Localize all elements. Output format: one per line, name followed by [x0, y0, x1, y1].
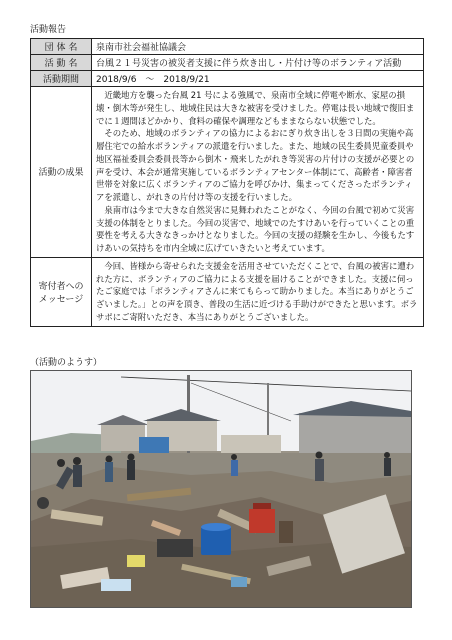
row-results — [31, 87, 424, 258]
row-message — [31, 257, 424, 326]
activity-label: 活 動 名 — [31, 55, 92, 71]
period-label: 活動期間 — [31, 71, 92, 87]
row-activity — [31, 55, 424, 71]
report-table — [30, 38, 424, 327]
org-value: 泉南市社会福祉協議会 — [92, 39, 424, 55]
activity-value: 台風２１号災害の被災者支援に伴う炊き出し・片付け等のボランティア活動 — [92, 55, 424, 71]
org-label: 団 体 名 — [31, 39, 92, 55]
message-body — [92, 257, 424, 326]
activity-photo-illustration — [31, 371, 411, 607]
message-paragraph: 今回、皆様から寄せられた支援金を活用させていただくことで、台風の被害に遭われた方に、ボランティアのご協力による支援を届けることができました。支援に伺ったご家庭では「ボランティアさんに来てもらって助かりました。本当にありがとうございました。」との声を頂き、普段の生活に近づける手助けができたと思います。ボラサポにご寄附いただき、本当にありがとうございました。 — [96, 260, 418, 323]
activity-photo-heading: （活動のようす） — [30, 358, 103, 368]
results-paragraph-3: 泉南市は今まで大きな自然災害に見舞われたことがなく、今回の台風で初めて災害支援の体制をとりました。今回の災害で、地域でのたすけあいを行っていくことの重要性を考える大きなきっかけとなりました。今回の支援の経験を生かし、今後もたすけあいの気持ちを市内全域に広げていきたいと考えています。 — [96, 204, 415, 254]
results-paragraph-2: そのため、地域のボランティアの協力によるおにぎり炊き出しを３日間の実施や高層住宅での給水ボランティアの派遣を行いました。また、地域の民生委員児童委員や地区福祉委員会委員長等から倒木・飛来したがれき等災害の片付けの支援が必要との声を受け、本会が通常実施しているボランティアセンター体制にて、高齢者・障害者世帯を対象に広くボランティアのご協力を呼びかけ、集まってくださったボランティアを派遣し、がれきの片付け等の支援を行いました。 — [96, 128, 415, 203]
results-paragraph-1: 近畿地方を襲った台風 21 号による強風で、泉南市全域に停電や断水、家屋の損壊・倒木等が発生し、地域住民は大きな被害を受けました。停電は長い地域で復旧までに１週間ほどかかり、食料の確保や調理などもままならない状態でした。 — [96, 90, 415, 126]
row-org — [31, 39, 424, 55]
message-label: 寄付者への メッセージ — [31, 257, 92, 326]
report-header: 活動報告 — [30, 25, 67, 35]
results-label: 活動の成果 — [31, 87, 92, 258]
period-value: 2018/9/6 ～ 2018/9/21 — [92, 71, 424, 87]
results-body — [92, 87, 424, 258]
row-period — [31, 71, 424, 87]
activity-photo — [30, 370, 412, 608]
